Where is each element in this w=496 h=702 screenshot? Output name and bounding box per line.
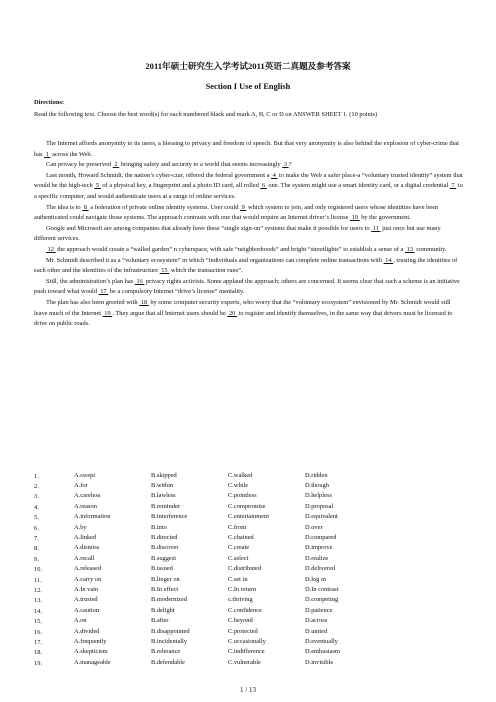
- option-a: A.In vain: [74, 585, 99, 593]
- option-b: B.linger on: [151, 575, 180, 583]
- passage-text: The Internet affords anonymity to its users, a blessing to privacy and freedom of speech. But that very anonymity is also behind the explosion of cyber-crime that has: [34, 140, 459, 158]
- passage-text: across the Web.: [50, 150, 93, 158]
- option-d: D.patience: [305, 606, 333, 614]
- passage-text: bringing safety and security to a world that seems increasingly: [119, 161, 283, 169]
- option-c: C.confidence: [228, 606, 262, 614]
- option-a: A.trusted: [74, 596, 98, 604]
- blank-number: 16: [134, 277, 145, 285]
- passage-text: to register and identify themselves, in the same way that drivers must be licensed to drive on public roads.: [34, 309, 453, 328]
- passage-text: ?: [288, 161, 292, 169]
- option-d: D.equivalent: [305, 513, 338, 521]
- option-b: B.interference: [151, 513, 188, 521]
- option-d: D.compared: [305, 534, 337, 542]
- option-b: B.In effect: [151, 585, 179, 593]
- question-number: 16．: [34, 628, 47, 636]
- option-row: [34, 647, 385, 657]
- option-b: B.after: [151, 617, 169, 625]
- option-b: B.delight: [151, 606, 175, 614]
- question-number: 15．: [34, 618, 47, 626]
- blank-number: 17: [98, 288, 109, 296]
- blank-number: 2: [112, 161, 120, 169]
- option-c: C.chained: [228, 534, 254, 542]
- question-number: 13．: [34, 597, 47, 605]
- option-b: B.into: [151, 523, 167, 531]
- blank-number: 19: [102, 309, 113, 317]
- option-d: D.delivered: [305, 565, 335, 573]
- option-a: A.skepticism: [74, 648, 108, 656]
- section-heading: Section I Use of English: [205, 82, 291, 91]
- option-row: [34, 574, 385, 584]
- option-row: [34, 615, 385, 625]
- passage-paragraph: [34, 139, 464, 160]
- option-d: D.In contrast: [305, 585, 339, 593]
- document-title: 2011年硕士研究生入学考试2011英语二真题及参考答案: [145, 61, 351, 71]
- option-a: A.recall: [74, 554, 95, 562]
- option-row: [34, 605, 385, 615]
- option-c: C.from: [228, 523, 247, 531]
- passage-text: which system to join, and only registered users whose identities have been authenticated could navigate those systems. The approach contrasts with one that would require an Internet driver’s license: [34, 203, 439, 222]
- option-d: D.competing: [305, 596, 339, 604]
- option-row: [34, 480, 385, 490]
- option-row: [34, 543, 385, 553]
- option-c: C.select: [228, 554, 249, 562]
- passage-text: Can privacy be preserved: [46, 161, 113, 169]
- option-a: A.linked: [74, 534, 97, 542]
- question-number: 7．: [34, 535, 44, 543]
- option-c: C.In return: [228, 585, 257, 593]
- option-row: [34, 522, 385, 532]
- option-b: B.reminder: [151, 502, 180, 510]
- blank-number: 18: [139, 298, 149, 306]
- passage-paragraph: [34, 256, 464, 277]
- passage-text: just once but use many different services.: [34, 224, 441, 243]
- option-d: D.enthusiasm: [305, 648, 340, 656]
- question-number: 19．: [34, 659, 47, 667]
- option-d: D.across: [305, 617, 328, 625]
- option-d: D.ridden: [305, 471, 328, 479]
- blank-number: 6: [260, 182, 267, 190]
- passage-text: Mr. Schmidt described it as a “voluntary ecosystem” in which “individuals and organizations can complete online transactions with: [46, 256, 384, 264]
- option-c: C.entertainment: [228, 513, 269, 521]
- option-b: B.modernized: [151, 596, 188, 604]
- option-c: C.beyond: [228, 617, 253, 625]
- blank-number: 9: [240, 203, 247, 211]
- option-c: C.compromise: [228, 502, 266, 510]
- passage-text: of a physical key, a fingerprint and a photo ID card, all rolled: [100, 182, 261, 190]
- option-a: A.careless: [74, 492, 101, 500]
- option-a: A.dismiss: [74, 544, 100, 552]
- passage-text: one. The system might use a smart identity card, or a digital credential: [266, 182, 450, 190]
- option-b: B.incidentally: [151, 637, 188, 645]
- passage-paragraph: [34, 171, 464, 203]
- option-row: [34, 491, 385, 501]
- passage-text: , trusting the identities of each other and the identities of the infrastructure: [34, 256, 458, 275]
- passage-paragraph: [34, 224, 464, 245]
- passage-text: the approach would create a “walled garden” n cyberspace, with safe “neighborhoods” and bright “streetlights” to establish a sense of a: [55, 245, 405, 253]
- page-number: 1 / 13: [240, 686, 256, 694]
- blank-number: 8: [82, 203, 89, 211]
- passage-text: community.: [414, 245, 447, 253]
- option-b: B.disappointed: [151, 627, 190, 635]
- passage-paragraph: [34, 203, 464, 224]
- option-b: B.defendable: [151, 658, 185, 666]
- passage-text: by some computer security experts, who worry that the “voluntary ecosystem” envisioned by Mr. Schmidt would still leave much of the Internet: [34, 298, 451, 317]
- question-number: 6．: [34, 524, 44, 532]
- question-number: 11．: [34, 576, 47, 584]
- option-d: D.though: [305, 482, 329, 490]
- blank-number: 3: [282, 161, 289, 169]
- option-a: A.for: [74, 482, 88, 490]
- option-a: A.manageable: [74, 658, 111, 666]
- passage-paragraph: [34, 277, 464, 298]
- blank-number: 10: [350, 214, 360, 222]
- option-c: C.create: [228, 544, 250, 552]
- blank-number: 15: [159, 267, 170, 275]
- option-b: B.issued: [151, 565, 173, 573]
- option-d: D.invisible: [305, 658, 334, 666]
- passage-text: privacy rights activists. Some applaud the approach; others are concerned. It seems clear that such a scheme is an initiative push toward what would: [34, 277, 460, 296]
- option-c: c.thriving: [228, 596, 253, 604]
- passage-paragraph: [34, 298, 464, 330]
- passage-paragraph: [34, 245, 464, 256]
- passage-text: to make the Web a safer place-a “voluntary trusted identity” system that would be the high-tech: [34, 171, 463, 190]
- option-c: C.walked: [228, 471, 253, 479]
- passage-text: be a compulsory Internet “drive’s license” mentality.: [108, 288, 245, 296]
- option-row: [34, 501, 385, 511]
- blank-number: 11: [371, 224, 381, 232]
- passage-text: Last month, Howard Schmidt, the nation’s cyber-czar, offered the federal government a: [46, 171, 272, 179]
- passage-text: The idea is to: [46, 203, 83, 211]
- option-a: A.by: [74, 523, 87, 531]
- option-row: [34, 564, 385, 574]
- question-number: 14．: [34, 607, 47, 615]
- passage-text: The plan has also been greeted with: [46, 298, 140, 306]
- option-a: A.divided: [74, 627, 100, 635]
- blank-number: 13: [405, 245, 415, 253]
- option-a: A.reason: [74, 502, 97, 510]
- blank-number: 14: [383, 256, 394, 264]
- option-a: A.on: [74, 617, 87, 625]
- option-d: D.improve: [305, 544, 333, 552]
- option-row: [34, 553, 385, 563]
- option-row: [34, 636, 385, 646]
- directions-text: Read the following text. Choose the best word(s) for each numbered black and mark A, B, C or D on ANSWER SHEET 1. (10 points): [34, 111, 378, 118]
- option-d: D.over: [305, 523, 323, 531]
- passage-text: . They argue that all Internet users should be: [112, 309, 228, 317]
- option-c: C.while: [228, 482, 249, 490]
- option-row: [34, 470, 385, 480]
- option-d: D.realize: [305, 554, 329, 562]
- option-a: A.released: [74, 565, 102, 573]
- option-row: [34, 584, 385, 594]
- option-d: D.log in: [305, 575, 326, 583]
- blank-number: 4: [271, 171, 278, 179]
- option-b: B.suggest: [151, 554, 177, 562]
- option-row: [34, 595, 385, 605]
- question-number: 18．: [34, 649, 47, 657]
- option-b: B.skipped: [151, 471, 177, 479]
- passage-text: a federation of private online identity systems. User could: [88, 203, 240, 211]
- option-b: B.within: [151, 482, 174, 490]
- option-row: [34, 512, 385, 522]
- option-d: D.proposal: [305, 502, 334, 510]
- option-row: [34, 532, 385, 542]
- question-number: 1．: [34, 472, 44, 480]
- option-b: B.lawless: [151, 492, 176, 500]
- option-c: C.distributed: [228, 565, 262, 573]
- option-d: D.united: [305, 627, 328, 635]
- option-b: B.relerance: [151, 648, 181, 656]
- blank-number: 20: [227, 309, 237, 317]
- option-row: [34, 626, 385, 636]
- blank-number: 7: [449, 182, 457, 190]
- option-c: C.vulnerable: [228, 658, 261, 666]
- answer-options: [34, 470, 385, 667]
- question-number: 4．: [34, 503, 44, 511]
- question-number: 8．: [34, 545, 44, 553]
- question-number: 12．: [34, 586, 47, 594]
- question-number: 9．: [34, 555, 44, 563]
- passage-text: Google and Microsoft are among companies that already have these “single sign-on” systems that make it possible for users to: [46, 224, 372, 232]
- question-number: 5．: [34, 514, 44, 522]
- passage-paragraph: [34, 160, 464, 171]
- option-c: C.occasionally: [228, 637, 266, 645]
- option-c: C.set in: [228, 575, 248, 583]
- passage-text: which the transaction runs”.: [169, 267, 243, 275]
- option-a: A.caution: [74, 606, 100, 614]
- passage-text: Still, the administration’s plan has: [46, 277, 135, 285]
- option-a: A.frequently: [74, 637, 107, 645]
- question-number: 10．: [34, 566, 47, 574]
- question-number: 17．: [34, 638, 47, 646]
- option-b: B.discover: [151, 544, 179, 552]
- option-c: C.pointless: [228, 492, 257, 500]
- option-d: D.eventually: [305, 637, 338, 645]
- option-a: A.swept: [74, 471, 96, 479]
- option-c: C.indifference: [228, 648, 265, 656]
- question-number: 3．: [34, 493, 44, 501]
- blank-number: 1: [44, 150, 51, 158]
- option-a: A.information: [74, 513, 111, 521]
- option-b: B.directed: [151, 534, 178, 542]
- passage: [34, 139, 464, 330]
- option-c: C.protected: [228, 627, 258, 635]
- blank-number: 5: [94, 182, 101, 190]
- option-d: D.helpless: [305, 492, 332, 500]
- blank-number: 12: [46, 245, 56, 253]
- passage-text: to a specific computer, and would authenticate users at a range of online services.: [34, 182, 463, 200]
- passage-text: by the government.: [359, 214, 411, 222]
- question-number: 2．: [34, 483, 44, 491]
- option-row: [34, 657, 385, 667]
- option-a: A.carry on: [74, 575, 102, 583]
- directions-heading: Directions:: [34, 99, 65, 106]
